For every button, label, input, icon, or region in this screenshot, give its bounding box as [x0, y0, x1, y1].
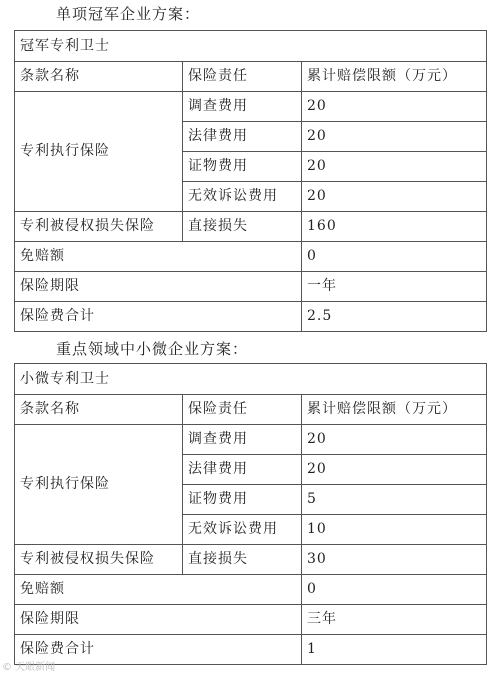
table-row [15, 302, 487, 332]
limit-cell: 20 [302, 122, 487, 152]
limit-cell: 30 [302, 545, 487, 575]
clause-group-name: 专利执行保险 [15, 92, 183, 212]
duty-cell: 法律费用 [183, 122, 302, 152]
column-header-duty: 保险责任 [183, 62, 302, 92]
table-row [15, 545, 487, 575]
clause-name: 专利被侵权损失保险 [15, 212, 183, 242]
premium-label: 保险费合计 [15, 302, 302, 332]
limit-cell: 20 [302, 455, 487, 485]
limit-cell: 160 [302, 212, 487, 242]
plan-caption: 重点领域中小微企业方案： [56, 340, 249, 358]
table-row [15, 635, 487, 665]
watermark: © 天眼新闻 [2, 662, 56, 673]
period-label: 保险期限 [15, 272, 302, 302]
table-title-row [15, 31, 487, 62]
column-header-limit: 累计赔偿限额（万元） [302, 395, 487, 425]
premium-value: 2.5 [302, 302, 487, 332]
limit-cell: 5 [302, 485, 487, 515]
column-header-clause: 条款名称 [15, 62, 183, 92]
duty-cell: 直接损失 [183, 545, 302, 575]
duty-cell: 法律费用 [183, 455, 302, 485]
deductible-label: 免赔额 [15, 242, 302, 272]
duty-cell: 证物费用 [183, 485, 302, 515]
table-row [15, 242, 487, 272]
column-header-limit: 累计赔偿限额（万元） [302, 62, 487, 92]
clause-name: 专利被侵权损失保险 [15, 545, 183, 575]
limit-cell: 20 [302, 152, 487, 182]
limit-cell: 20 [302, 182, 487, 212]
duty-cell: 调查费用 [183, 92, 302, 122]
clause-group-name: 专利执行保险 [15, 425, 183, 545]
premium-label: 保险费合计 [15, 635, 302, 665]
table-row [15, 425, 487, 455]
period-value: 三年 [302, 605, 487, 635]
plan-title: 小微专利卫士 [15, 364, 487, 395]
insurance-plan-table [14, 363, 487, 665]
premium-value: 1 [302, 635, 487, 665]
table-row [15, 92, 487, 122]
column-header-clause: 条款名称 [15, 395, 183, 425]
plan-title: 冠军专利卫士 [15, 31, 487, 62]
plan-caption: 单项冠军企业方案： [56, 5, 201, 23]
limit-cell: 10 [302, 515, 487, 545]
limit-cell: 20 [302, 425, 487, 455]
deductible-label: 免赔额 [15, 575, 302, 605]
duty-cell: 证物费用 [183, 152, 302, 182]
table-row [15, 575, 487, 605]
duty-cell: 调查费用 [183, 425, 302, 455]
period-label: 保险期限 [15, 605, 302, 635]
table-header-row [15, 62, 487, 92]
period-value: 一年 [302, 272, 487, 302]
table-row [15, 605, 487, 635]
deductible-value: 0 [302, 242, 487, 272]
duty-cell: 无效诉讼费用 [183, 182, 302, 212]
table-title-row [15, 364, 487, 395]
limit-cell: 20 [302, 92, 487, 122]
duty-cell: 直接损失 [183, 212, 302, 242]
column-header-duty: 保险责任 [183, 395, 302, 425]
table-row [15, 212, 487, 242]
table-header-row [15, 395, 487, 425]
insurance-plan-table [14, 30, 487, 332]
table-row [15, 272, 487, 302]
deductible-value: 0 [302, 575, 487, 605]
duty-cell: 无效诉讼费用 [183, 515, 302, 545]
